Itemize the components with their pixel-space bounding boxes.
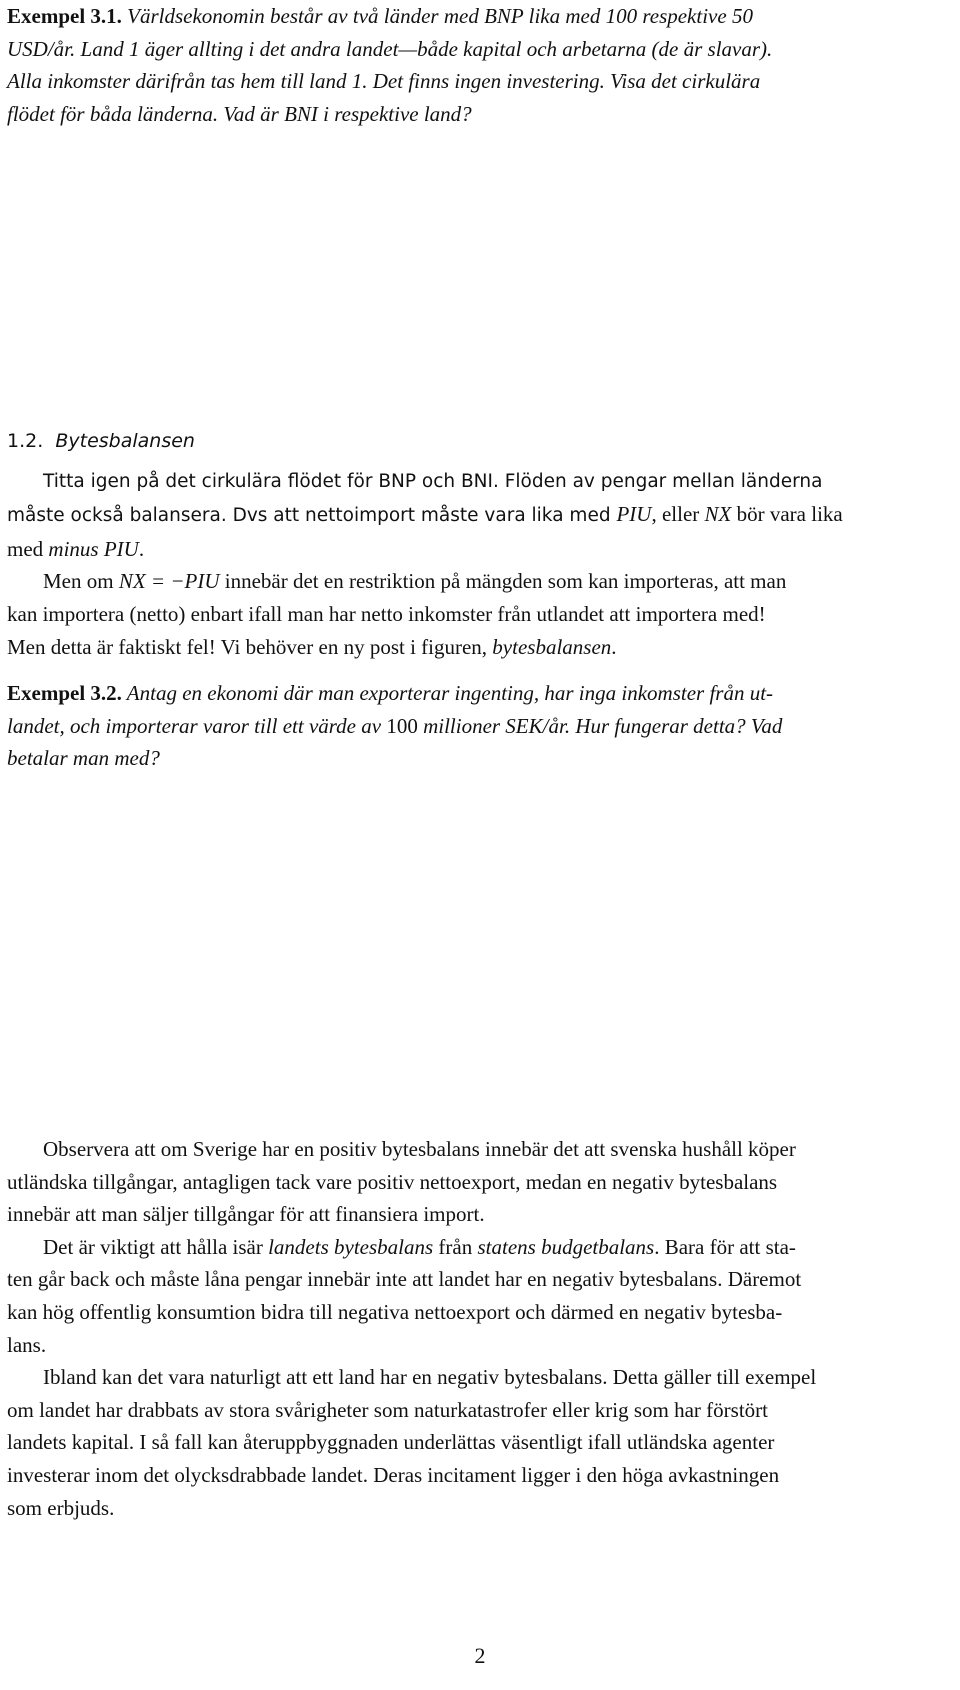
section-bytesbalansen xyxy=(7,425,953,775)
example-3-2: Exempel 3.2. Antag en ekonomi där man exporterar ingenting, har inga inkomster från ut- landet, och importerar varor till ett värde av 100 millioner SEK/år. Hur fungerar detta? Vad betalar man med? xyxy=(7,681,783,771)
example-label: Exempel 3.1. xyxy=(7,4,122,28)
example-text: USD/år. Land 1 äger allting i det andra landet—både kapital och arbetarna (de är slavar). xyxy=(7,36,773,61)
section-number: 1.2. xyxy=(7,430,44,452)
obs-para-1: Observera att om Sverige har en positiv bytesbalans innebär det att svenska hushåll köper utländska tillgångar, antagligen tack vare positiv nettoexport, medan en negativ bytesbalans innebär att man säljer tillgångar för att finansiera import. xyxy=(7,1137,796,1227)
section-para-1: Titta igen på det cirkulära flödet för BNP och BNI. Flöden av pengar mellan länderna måste också balansera. Dvs att nettoimport måste vara lika med PIU, eller NX bör vara lika med minus PIU. xyxy=(7,470,843,561)
observations xyxy=(7,1133,953,1524)
example-label: Exempel 3.2. xyxy=(7,681,122,706)
page-number: 2 xyxy=(474,1643,486,1668)
example-text: flödet för båda länderna. Vad är BNI i respektive land? xyxy=(7,101,472,126)
section-para-2: Men om NX = −PIU innebär det en restriktion på mängden som kan importeras, att man kan importera (netto) enbart ifall man har netto inkomster från utlandet att importera med! Men detta är faktiskt fel! Vi behöver en ny post i figuren, bytesbalansen. xyxy=(7,569,787,659)
equation: NX = −PIU xyxy=(118,569,220,594)
section-heading xyxy=(7,425,953,458)
example-text: Alla inkomster därifrån tas hem till land 1. Det finns ingen investering. Visa det cirkulära xyxy=(7,69,761,94)
section-title: Bytesbalansen xyxy=(55,430,195,452)
example-text: Världsekonomin består av två länder med BNP lika med 100 respektive 50 xyxy=(121,4,753,28)
example-3-1 xyxy=(7,0,953,130)
obs-para-2: Det är viktigt att hålla isär landets bytesbalans från statens budgetbalans. Bara för att sta- ten går back och måste låna pengar innebär inte att landet har en negativ bytesbalans. Däremot kan hög offentlig konsumtion bidra till negativa nettoexport och därmed en negativ bytesba- lans. xyxy=(7,1234,802,1357)
obs-para-3: Ibland kan det vara naturligt att ett land har en negativ bytesbalans. Detta gäller till exempel om landet har drabbats av stora svårigheter som naturkatastrofer eller krig som har förstört landets kapital. I så fall kan återuppbyggnaden underlättas väsentligt ifall utländska agenter investerar inom det olycksdrabbade landet. Deras incitament ligger i den höga avkastningen som erbjuds. xyxy=(7,1365,817,1520)
